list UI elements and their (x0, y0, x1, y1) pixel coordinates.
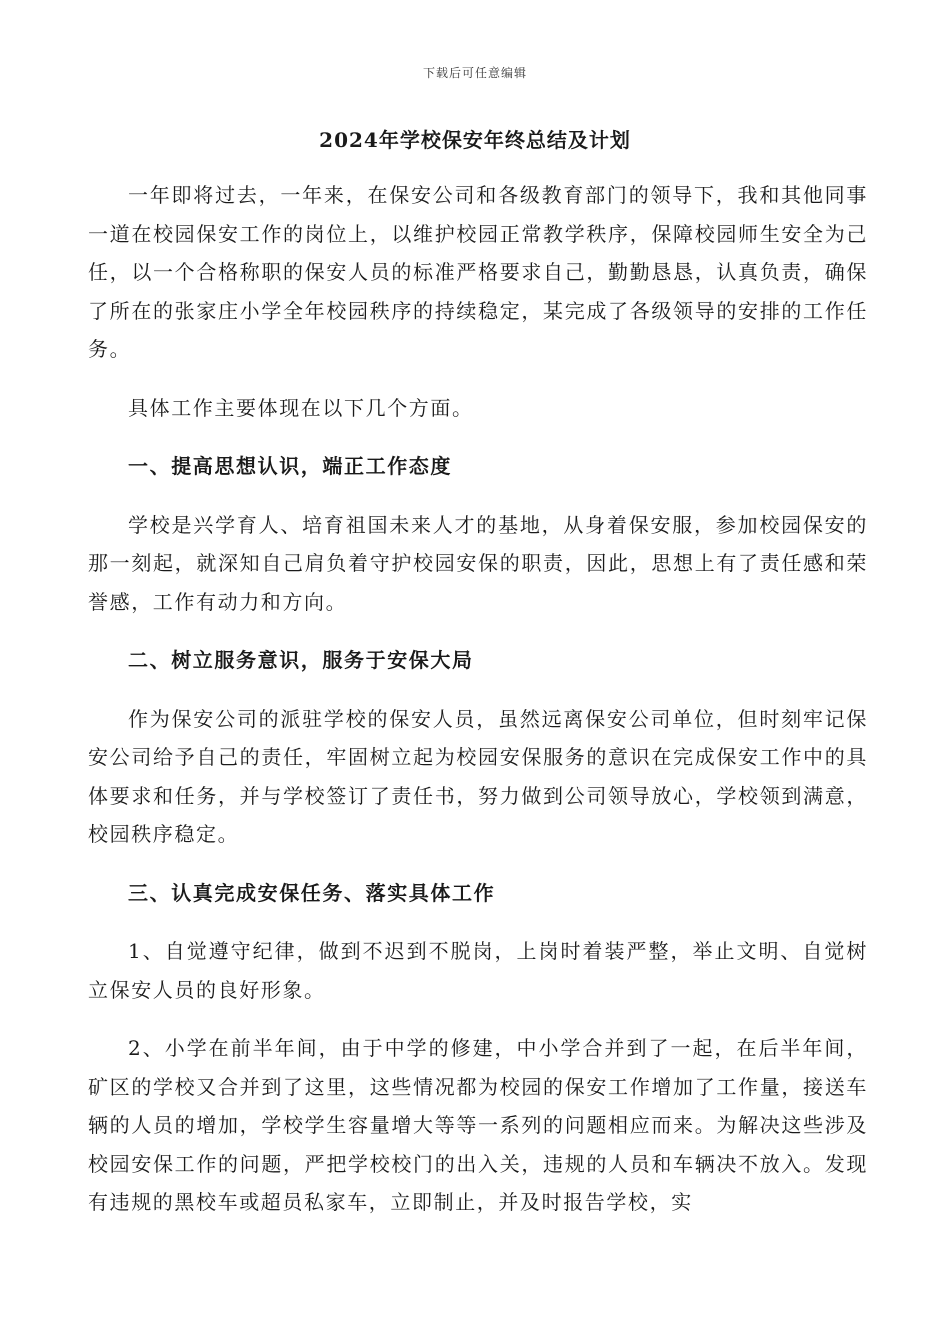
document-title: 2024年学校保安年终总结及计划 (319, 128, 631, 152)
section-heading-1: 一、提高思想认识，端正工作态度 (128, 454, 452, 478)
paragraph-item-2: 2、小学在前半年间，由于中学的修建，中小学合并到了一起，在后半年间，矿区的学校又合并到了这里，这些情况都为校园的保安工作增加了工作量，接送车辆的人员的增加，学校学生容量增大等等一系列的问题相应而来。为解决这些涉及校园安保工作的问题，严把学校校门的出入关，违规的人员和车辆决不放入。发现有违规的黑校车或超员私家车，立即制止，并及时报告学校，实 (88, 1036, 868, 1214)
header-note: 下载后可任意编辑 (422, 66, 527, 80)
paragraph-intro: 一年即将过去，一年来，在保安公司和各级教育部门的领导下，我和其他同事一道在校园保安工作的岗位上，以维护校园正常教学秩序，保障校园师生安全为己任，以一个合格称职的保安人员的标准严格要求自己，勤勤恳恳，认真负责，确保了所在的张家庄小学全年校园秩序的持续稳定，某完成了各级领导的安排的工作任务。 (88, 183, 868, 361)
paragraph-overview: 具体工作主要体现在以下几个方面。 (128, 395, 474, 420)
paragraph-section-1: 学校是兴学育人、培育祖国未来人才的基地，从身着保安服，参加校园保安的那一刻起，就深知自己肩负着守护校园安保的职责，因此，思想上有了责任感和荣誉感，工作有动力和方向。 (88, 512, 868, 614)
paragraph-section-2: 作为保安公司的派驻学校的保安人员，虽然远离保安公司单位，但时刻牢记保安公司给予自己的责任，牢固树立起为校园安保服务的意识在完成保安工作中的具体要求和任务，并与学校签订了责任书，努力做到公司领导放心，学校领到满意，校园秩序稳定。 (88, 706, 868, 846)
section-heading-3: 三、认真完成安保任务、落实具体工作 (128, 880, 496, 905)
paragraph-item-1: 1、自觉遵守纪律，做到不迟到不脱岗，上岗时着装严整，举止文明、自觉树立保安人员的良好形象。 (88, 939, 868, 1002)
document-body (88, 176, 868, 1222)
section-heading-2: 二、树立服务意识，服务于安保大局 (128, 648, 474, 672)
